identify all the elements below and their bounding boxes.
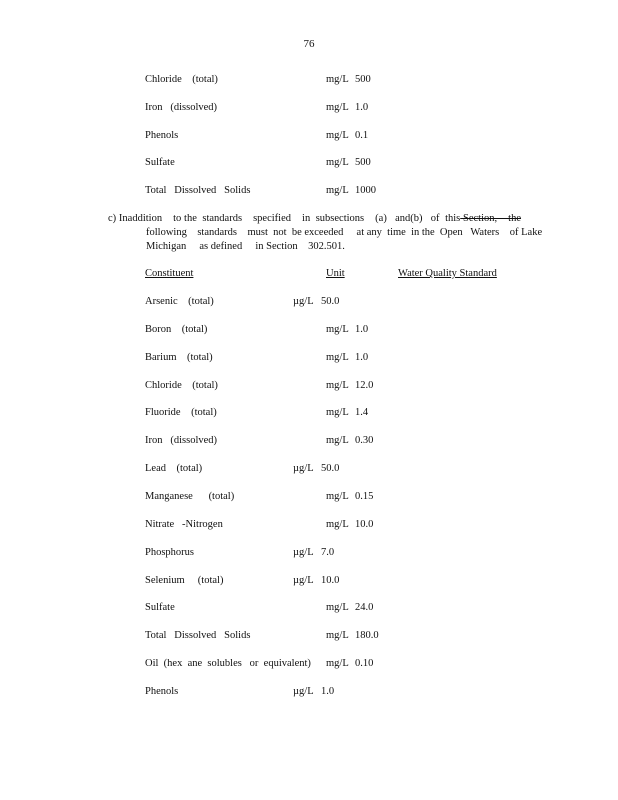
constituent-unit: µg/L <box>293 686 314 698</box>
constituent-name: Total Dissolved Solids <box>145 630 251 642</box>
paragraph-line-1-text: c) Inaddition to the standards specified in subsections (a) and(b) of this <box>108 213 461 224</box>
constituent-value: 1.0 <box>321 686 335 698</box>
constituent-unit: mg/L <box>326 379 349 391</box>
constituent-value: 50.0 <box>321 463 340 475</box>
constituent-value: 500 <box>355 157 371 169</box>
constituent-unit: mg/L <box>326 658 349 670</box>
constituent-name: Lead (total) <box>145 463 203 475</box>
constituent-value: 180.0 <box>355 630 379 642</box>
constituent-name: Fluoride (total) <box>145 407 217 419</box>
constituent-name: Barium (total) <box>145 351 213 363</box>
constituent-unit: mg/L <box>326 74 349 85</box>
constituent-name: Manganese (total) <box>145 491 235 503</box>
constituent-name: Sulfate <box>145 157 175 169</box>
constituent-name: Oil (hex ane solubles or equivalent) <box>145 658 311 670</box>
constituent-unit: mg/L <box>326 157 349 169</box>
constituent-value: 1.4 <box>355 407 369 419</box>
constituent-name: Boron (total) <box>145 323 208 335</box>
constituent-unit: mg/L <box>326 435 349 447</box>
constituent-unit: mg/L <box>326 602 349 614</box>
constituent-value: 12.0 <box>355 379 374 391</box>
constituent-value: 1.0 <box>355 323 369 335</box>
constituent-name: Phosphorus <box>145 546 195 558</box>
constituent-unit: mg/L <box>326 518 349 530</box>
constituent-name: Chloride (total) <box>145 379 218 391</box>
paragraph-line-1 <box>108 212 521 226</box>
constituent-name: Phenols <box>145 129 179 141</box>
header-water-quality-standard: Water Quality Standard <box>398 268 497 279</box>
constituent-value: 0.15 <box>355 491 374 503</box>
constituent-unit: mg/L <box>326 351 349 363</box>
subsection-c-paragraph <box>108 212 543 254</box>
constituent-name: Total Dissolved Solids <box>145 185 251 196</box>
constituent-name: Chloride (total) <box>145 74 218 85</box>
header-unit: Unit <box>326 268 345 279</box>
paragraph-line-2: following standards must not be exceeded at any time in the Open Waters of Lake <box>146 227 543 238</box>
constituent-unit: mg/L <box>326 129 349 141</box>
constituent-value: 7.0 <box>321 546 335 558</box>
constituent-unit: mg/L <box>326 630 349 642</box>
constituent-unit: mg/L <box>326 101 349 113</box>
constituent-value: 1000 <box>355 185 376 196</box>
constituent-value: 1.0 <box>355 351 369 363</box>
constituent-unit: mg/L <box>326 323 349 335</box>
constituent-value: 50.0 <box>321 296 340 307</box>
constituent-unit: µg/L <box>293 574 314 586</box>
constituent-name: Nitrate -Nitrogen <box>145 518 223 530</box>
constituent-name: Selenium (total) <box>145 574 224 586</box>
constituent-unit: mg/L <box>326 185 349 196</box>
constituent-unit: mg/L <box>326 491 349 503</box>
constituent-value: 500 <box>355 74 371 85</box>
constituent-unit: µg/L <box>293 296 314 307</box>
constituent-value: 0.10 <box>355 658 374 670</box>
header-constituent: Constituent <box>145 268 194 279</box>
constituent-value: 0.30 <box>355 435 374 447</box>
struck-text: Section, the <box>460 213 522 224</box>
constituent-value: 0.1 <box>355 129 369 141</box>
paragraph-line-3: Michigan as defined in Section 302.501. <box>146 241 345 252</box>
constituent-name: Phenols <box>145 686 179 698</box>
constituent-name: Iron (dissolved) <box>145 435 218 447</box>
constituent-value: 10.0 <box>321 574 340 586</box>
constituent-unit: µg/L <box>293 463 314 475</box>
constituent-name: Sulfate <box>145 602 175 614</box>
constituent-value: 24.0 <box>355 602 374 614</box>
constituent-value: 10.0 <box>355 518 374 530</box>
constituent-name: Iron (dissolved) <box>145 101 218 113</box>
constituent-unit: mg/L <box>326 407 349 419</box>
constituent-value: 1.0 <box>355 101 369 113</box>
constituent-name: Arsenic (total) <box>145 296 214 307</box>
constituent-unit: µg/L <box>293 546 314 558</box>
page-number: 76 <box>303 38 315 50</box>
